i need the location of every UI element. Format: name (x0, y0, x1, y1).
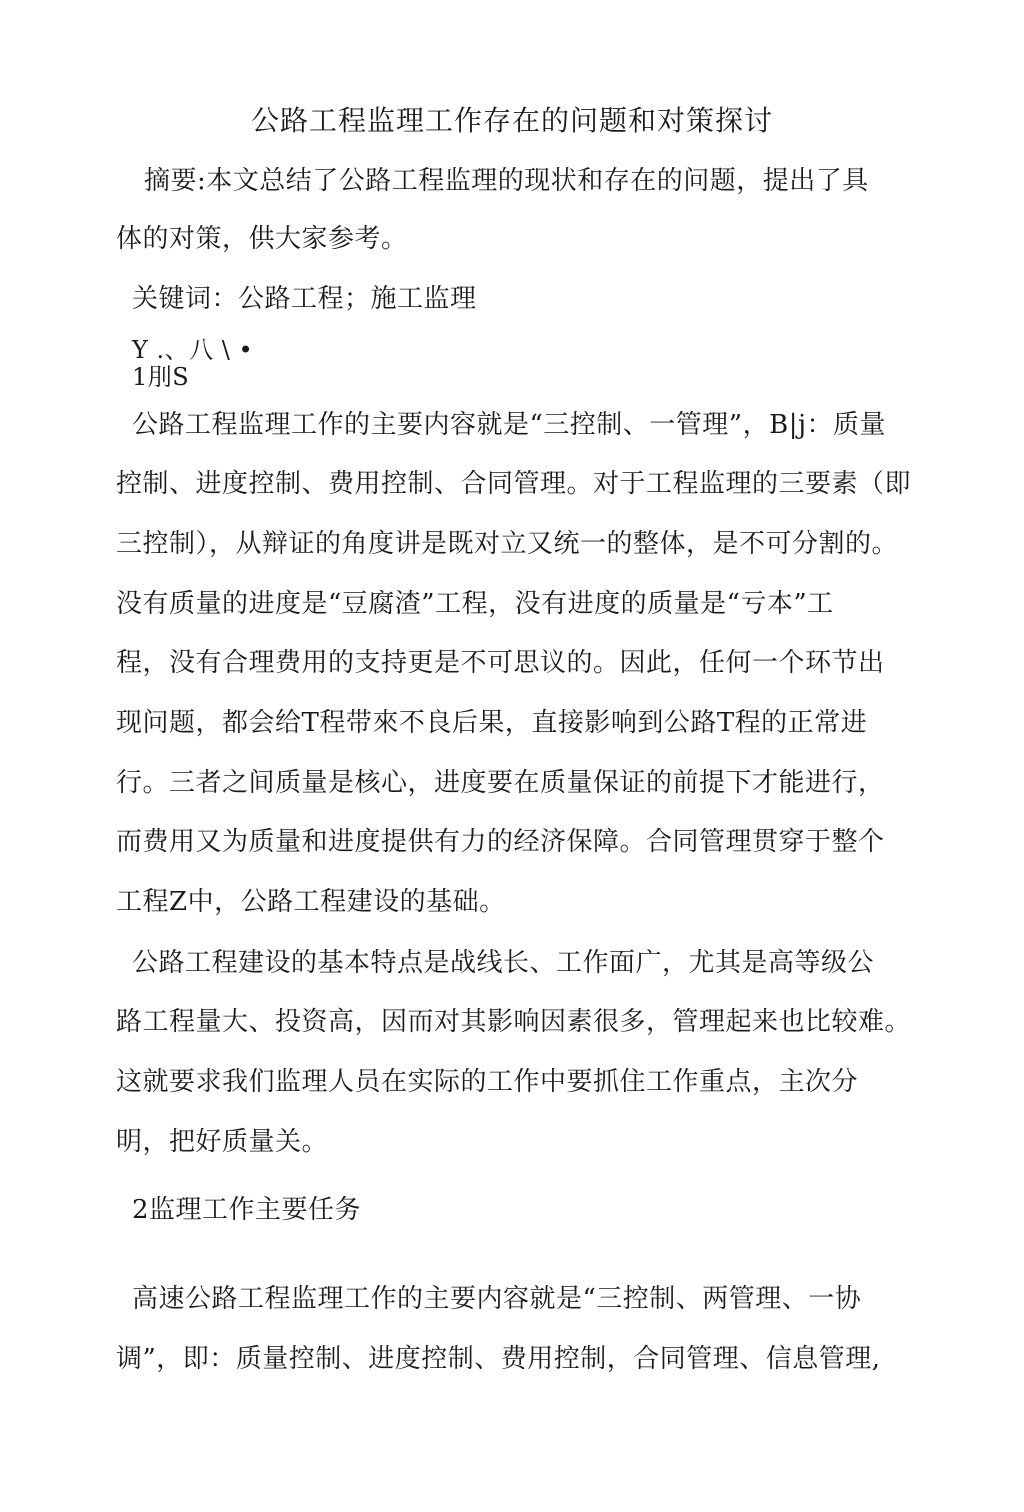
paragraph-line: 现问题，都会给T程带來不良后果，直接影响到公路T程的正常进 (116, 708, 868, 738)
paragraph-line: 高速公路工程监理工作的主要内容就是“三控制、两管理、一协 (132, 1284, 862, 1314)
paragraph-line: 工程Z中，公路工程建设的基础。 (116, 887, 506, 917)
keywords-line: 关键词：公路工程；施工监理 (132, 284, 477, 314)
paragraph-line: 控制、进度控制、费用控制、合同管理。对于工程监理的三要素（即 (116, 469, 912, 499)
paragraph-line: 路工程量大、投资高，因而对其影响因素很多，管理起来也比较难。 (116, 1007, 912, 1037)
paragraph-line: 调”，即：质量控制、进度控制、费用控制，合同管理、信息管理, (116, 1344, 881, 1374)
paragraph-line: 明，把好质量关。 (116, 1127, 329, 1157)
paragraph-line: 公路工程建设的基本特点是战线长、工作面广，尤其是高等级公 (132, 948, 875, 978)
document-title: 公路工程监理工作存在的问题和对策探讨 (250, 104, 773, 137)
paragraph-line: 公路工程监理工作的主要内容就是“三控制、一管理”，B|j：质量 (132, 410, 887, 440)
paragraph-line: 行。三者之间质量是核心，进度要在质量保证的前提下才能进行， (116, 768, 885, 798)
paragraph-line: 这就要求我们监理人员在实际的工作中要抓住工作重点，主次分 (116, 1067, 859, 1097)
paragraph-line: 程，没有合理费用的支持更是不可思议的。因此，任何一个环节出 (116, 648, 885, 678)
paragraph-line: 没有质量的进度是“豆腐渣”工程，没有进度的质量是“亏本”工 (116, 589, 834, 619)
paragraph-line: 三控制），从辩证的角度讲是既对立又统一的整体，是不可分割的。 (116, 529, 899, 559)
paragraph-line: 而费用又为质量和进度提供有力的经济保障。合同管理贯穿于整个 (116, 827, 885, 857)
garbled-line: Y .、八 \ • (132, 336, 254, 364)
abstract-line: 体的对策，供大家参考。 (116, 224, 408, 254)
section2-heading: 2监理工作主要任务 (132, 1195, 362, 1225)
section1-heading: 1刖S (132, 363, 190, 391)
abstract-line: 摘要:本文总结了公路工程监理的现状和存在的问题，提出了具 (144, 166, 869, 196)
